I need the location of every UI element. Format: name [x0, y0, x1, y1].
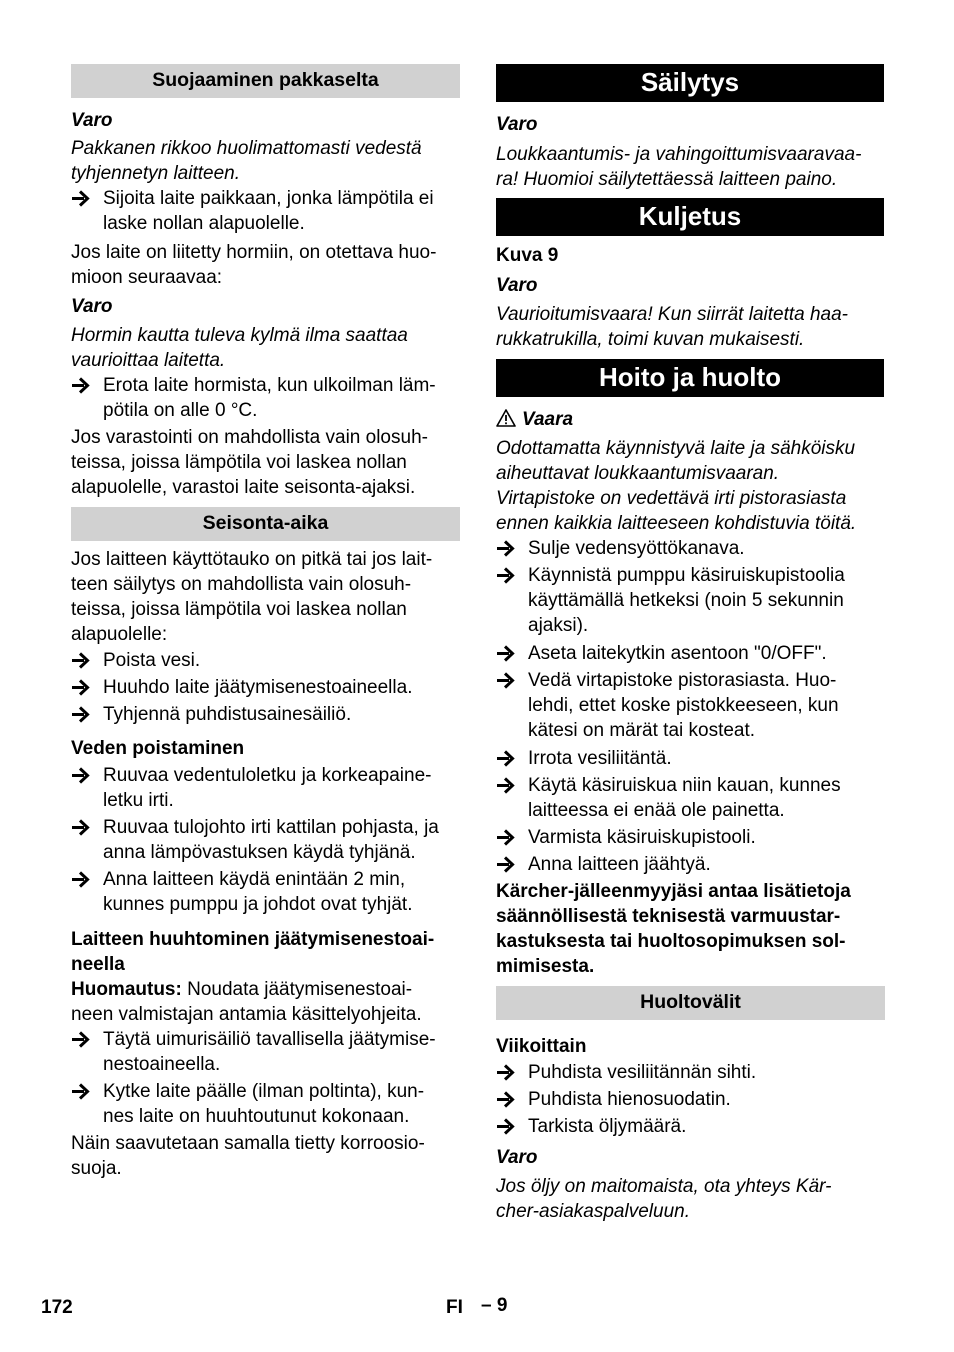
bullet-item: Tyhjennä puhdistusainesäiliö.	[71, 702, 460, 727]
language-code: FI	[446, 1297, 463, 1318]
bullet-item: Irrota vesiliitäntä.	[496, 746, 885, 771]
page-number: 172	[41, 1297, 73, 1318]
chapter-heading-hoito: Hoito ja huolto	[496, 359, 884, 397]
chapter-heading-sailytys: Säilytys	[496, 64, 884, 102]
arrow-right-icon	[496, 1114, 518, 1139]
caution-text: Vaurioitumisvaara! Kun siirrät laitetta haa- rukkatrukilla, toimi kuvan mukaisesti.	[496, 304, 849, 350]
arrow-right-icon	[71, 867, 93, 892]
caution-label: Varo	[496, 114, 538, 135]
warning-triangle-icon	[496, 409, 516, 434]
arrow-right-icon	[496, 536, 518, 561]
bullet-item: Kytke laite päälle (ilman poltinta), kun- nes laite on huuhtoutunut kokonaan.	[71, 1079, 460, 1129]
caution-label: Varo	[71, 110, 113, 131]
bullet-item: Käynnistä pumppu käsiruiskupistoolia käyttämällä hetkeksi (noin 5 sekunnin ajaksi).	[496, 563, 885, 638]
chapter-heading-kuljetus: Kuljetus	[496, 198, 884, 236]
arrow-right-icon	[496, 1060, 518, 1085]
bullet-item: Varmista käsiruiskupistooli.	[496, 825, 885, 850]
arrow-right-icon	[496, 746, 518, 771]
bullet-item: Puhdista hienosuodatin.	[496, 1087, 885, 1112]
paragraph: Jos laite on liitetty hormiin, on otettava huo- mioon seuraavaa:	[71, 242, 437, 288]
caution-label: Varo	[496, 275, 538, 296]
caution-text: Jos öljy on maitomaista, ota yhteys Kär- cher-asiakaspalveluun.	[496, 1176, 832, 1222]
paragraph: Näin saavutetaan samalla tietty korroosio- suoja.	[71, 1133, 425, 1179]
arrow-right-icon	[496, 563, 518, 588]
bullet-item: Erota laite hormista, kun ulkoilman läm- pötila on alle 0 °C.	[71, 373, 460, 423]
bullet-item: Poista vesi.	[71, 648, 460, 673]
note-paragraph: Huomautus: Noudata jäätymisenestoai- neen valmistajan antamia käsittelyohjeita.	[71, 979, 422, 1025]
caution-label: Varo	[496, 1147, 538, 1168]
bullet-item: Tarkista öljymäärä.	[496, 1114, 885, 1139]
section-heading-seisonta: Seisonta-aika	[71, 507, 460, 541]
arrow-right-icon	[71, 373, 93, 398]
paragraph: Jos varastointi on mahdollista vain olosuh- teissa, joissa lämpötila voi laskea nollan alapuolelle, varastoi laite seisonta-ajaksi.	[71, 427, 428, 498]
section-heading-huoltovalit: Huoltovälit	[496, 986, 885, 1020]
bullet-item: Puhdista vesiliitännän sihti.	[496, 1060, 885, 1085]
caution-text: Hormin kautta tuleva kylmä ilma saattaa vaurioittaa laitetta.	[71, 325, 408, 371]
caution-label: Varo	[71, 296, 113, 317]
arrow-right-icon	[496, 825, 518, 850]
arrow-right-icon	[71, 648, 93, 673]
paragraph: Jos laitteen käyttötauko on pitkä tai jos lait- teen säilytys on mahdollista vain olosuh- teissa, joissa lämpötila voi laskea nollan alapuolelle:	[71, 549, 433, 645]
bullet-item: Vedä virtapistoke pistorasiasta. Huo- lehdi, ettet koske pistokkeeseen, kun kätesi on märät tai kosteat.	[496, 668, 885, 743]
arrow-right-icon	[71, 186, 93, 211]
subheading-viikoittain: Viikoittain	[496, 1036, 587, 1057]
caution-text: Loukkaantumis- ja vahingoittumisvaaravaa- ra! Huomioi säilytettäessä laitteen paino.	[496, 144, 862, 190]
arrow-right-icon	[71, 763, 93, 788]
arrow-right-icon	[71, 815, 93, 840]
bullet-item: Täytä uimurisäiliö tavallisella jäätymise- nestoaineella.	[71, 1027, 460, 1077]
arrow-right-icon	[71, 675, 93, 700]
bullet-item: Anna laitteen jäähtyä.	[496, 852, 885, 877]
sub-page-number: – 9	[481, 1295, 508, 1316]
arrow-right-icon	[71, 1027, 93, 1052]
arrow-right-icon	[71, 702, 93, 727]
subheading-veden-poistaminen: Veden poistaminen	[71, 738, 245, 759]
bullet-item: Sijoita laite paikkaan, jonka lämpötila ei laske nollan alapuolelle.	[71, 186, 460, 236]
arrow-right-icon	[71, 1079, 93, 1104]
figure-reference: Kuva 9	[496, 245, 559, 266]
danger-text: Odottamatta käynnistyvä laite ja sähköisku aiheuttavat loukkaantumisvaaran. Virtapistoke on vedettävä irti pistorasiasta ennen kaikkia laitteeseen kohdistuvia töitä.	[496, 438, 857, 534]
arrow-right-icon	[496, 641, 518, 666]
bullet-item: Aseta laitekytkin asentoon "0/OFF".	[496, 641, 885, 666]
arrow-right-icon	[496, 668, 518, 693]
arrow-right-icon	[496, 1087, 518, 1112]
bullet-item: Sulje vedensyöttökanava.	[496, 536, 885, 561]
note-label: Huomautus:	[71, 979, 182, 1000]
caution-text: Pakkanen rikkoo huolimattomasti vedestä tyhjennetyn laitteen.	[71, 138, 422, 184]
section-heading-suojaaminen: Suojaaminen pakkaselta	[71, 64, 460, 98]
bullet-item: Ruuvaa tulojohto irti kattilan pohjasta, ja anna lämpövastuksen käydä tyhjänä.	[71, 815, 460, 865]
service-info-paragraph: Kärcher-jälleenmyyjäsi antaa lisätietoja säännöllisestä teknisestä varmuustar- kastuksesta tai huoltosopimuksen sol- mimisesta.	[496, 881, 851, 977]
arrow-right-icon	[496, 852, 518, 877]
bullet-item: Huuhdo laite jäätymisenestoaineella.	[71, 675, 460, 700]
bullet-item: Ruuvaa vedentuloletku ja korkeapaine- letku irti.	[71, 763, 460, 813]
bullet-item: Käytä käsiruiskua niin kauan, kunnes laitteessa ei enää ole painetta.	[496, 773, 885, 823]
subheading-huuhtominen: Laitteen huuhtominen jäätymisenestoai- neella	[71, 929, 435, 975]
arrow-right-icon	[496, 773, 518, 798]
bullet-item: Anna laitteen käydä enintään 2 min, kunnes pumppu ja johdot ovat tyhjät.	[71, 867, 460, 917]
danger-label: Vaara	[496, 407, 573, 434]
